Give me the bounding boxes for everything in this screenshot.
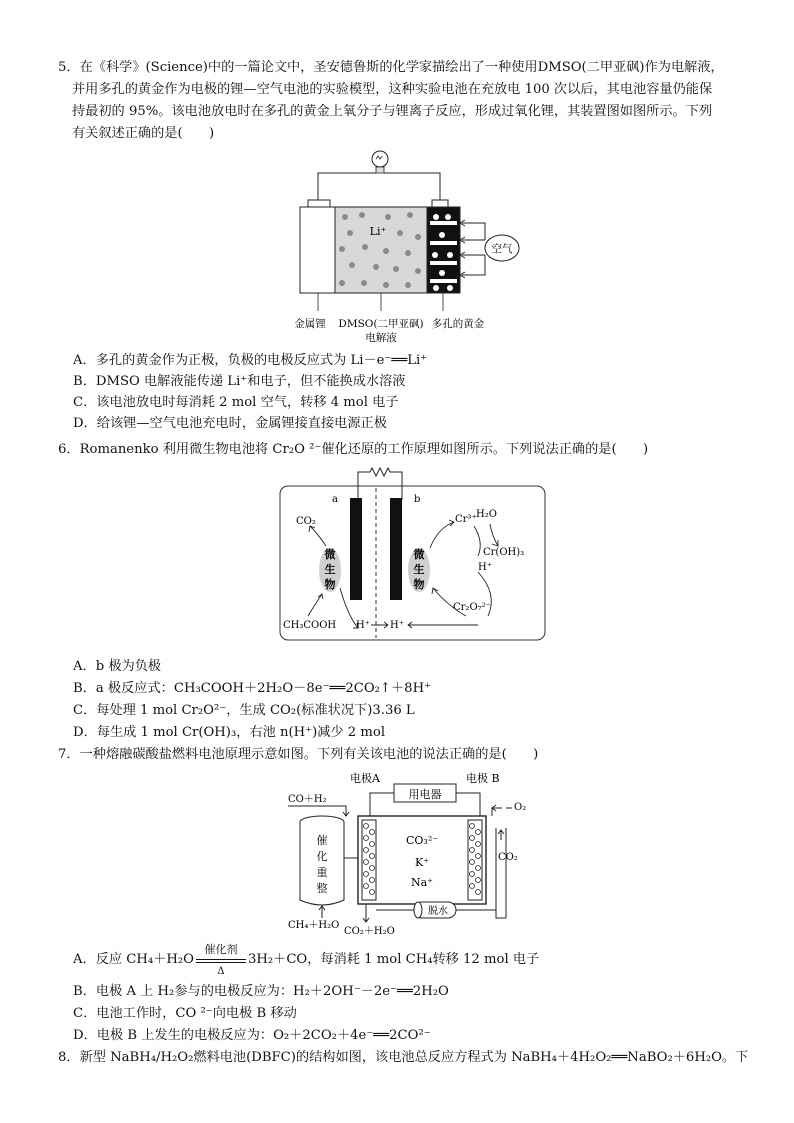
caption-porous-gold: 多孔的黄金 xyxy=(431,318,485,330)
delta-label: Δ xyxy=(217,966,225,977)
reformer-char: 重 xyxy=(316,866,328,879)
dmso-electrolyte xyxy=(335,207,427,293)
cr3-label: Cr³⁺ xyxy=(455,514,477,525)
lightbulb-icon xyxy=(372,151,388,173)
q6-option-a[interactable]: A．b 极为负极 xyxy=(73,659,162,674)
q6-option-d[interactable]: D．每生成 1 mol Cr(OH)₃，右池 n(H⁺)减少 2 mol xyxy=(73,725,386,740)
catalyst-arrow xyxy=(194,943,248,977)
ch3cooh-label: CH₃COOH xyxy=(283,620,337,631)
h-right-label: H⁺ xyxy=(390,620,404,631)
q7-option-d[interactable]: D．电极 B 上发生的电极反应为：O₂＋2CO₂＋4e⁻══2CO²⁻ xyxy=(73,1028,431,1043)
cr2o7-label: Cr₂O₇²⁻ xyxy=(453,602,491,613)
q8-stem: 8．新型 NaBH₄/H₂O₂燃料电池(DBFC)的结构如图，该电池总反应方程式为 NaBH₄＋4H₂O₂══NaBO₂＋6H₂O。下 xyxy=(58,1050,749,1065)
q7-option-c[interactable]: C．电池工作时，CO ²⁻向电极 B 移动 xyxy=(73,1006,297,1021)
q5-option-c[interactable]: C．该电池放电时每消耗 2 mol 空气，转移 4 mol 电子 xyxy=(73,395,399,410)
lithium-metal-block xyxy=(300,207,335,293)
q7-option-a-pre: A．反应 CH₄＋H₂O xyxy=(73,952,194,967)
reformer-char: 整 xyxy=(316,882,328,895)
q6-option-b[interactable]: B．a 极反应式：CH₃COOH＋2H₂O－8e⁻══2CO₂↑＋8H⁺ xyxy=(73,681,432,696)
na-ion-label: Na⁺ xyxy=(411,876,433,889)
co-h2-label: CO＋H₂ xyxy=(288,794,327,805)
co3-ion-label: CO₃²⁻ xyxy=(405,834,439,847)
q5-line1: 5．在《科学》(Science)中的一篇论文中，圣安德鲁斯的化学家描绘出了一种使用DMSO(二甲亚砜)作为电解液， xyxy=(58,60,724,75)
q7-option-a-post: 3H₂＋CO，每消耗 1 mol CH₄转移 12 mol 电子 xyxy=(247,952,540,967)
caption-metal-lithium: 金属锂 xyxy=(294,318,326,330)
q7-option-a[interactable] xyxy=(73,943,753,977)
microbe-right-char: 生 xyxy=(413,563,425,576)
microbe-left-char: 物 xyxy=(324,578,336,591)
q5-line4: 有关叙述正确的是( ) xyxy=(72,126,215,141)
h-left-label: H⁺ xyxy=(356,620,370,631)
q7-option-b[interactable]: B．电极 A 上 H₂参与的电极反应为：H₂＋2OH⁻－2e⁻══2H₂O xyxy=(73,984,449,999)
q7-options xyxy=(73,982,753,1046)
li-ion-label: Li⁺ xyxy=(369,225,387,238)
o2-label: O₂ xyxy=(514,802,527,813)
microbe-left-char: 生 xyxy=(324,563,336,576)
ch4-h2o-label: CH₄＋H₂O xyxy=(288,920,340,931)
electrode-b xyxy=(390,498,402,600)
circuit-wire xyxy=(318,173,440,200)
microbe-left-char: 微 xyxy=(324,548,336,561)
q5-options xyxy=(73,351,753,434)
k-ion-label: K⁺ xyxy=(414,856,430,869)
q7-stem: 7．一种熔融碳酸盐燃料电池原理示意如图。下列有关该电池的说法正确的是( ) xyxy=(58,747,539,762)
electrode-b-label: 电极 B xyxy=(466,772,500,785)
q6-option-c[interactable]: C．每处理 1 mol Cr₂O²⁻，生成 CO₂(标准状况下)3.36 L xyxy=(73,703,415,718)
microbe-right-char: 微 xyxy=(413,548,425,561)
co2-label: CO₂ xyxy=(498,852,518,863)
q6-stem: 6．Romanenko 利用微生物电池将 Cr₂O ²⁻催化还原的工作原理如图所示。下列说法正确的是( ) xyxy=(58,442,649,457)
label-a: a xyxy=(332,494,338,505)
co2-h2o-label: CO₂＋H₂O xyxy=(344,926,395,937)
caption-electrolyte: 电解液 xyxy=(365,332,397,344)
caption-leaders xyxy=(318,293,443,311)
catalyst-label: 催化剂 xyxy=(204,943,238,956)
caption-dmso: DMSO(二甲亚砜) xyxy=(338,318,424,330)
q5-line2: 并用多孔的黄金作为电极的锂—空气电池的实验模型，这种实验电池在充放电 100 次以后，其电池容量仍能保 xyxy=(72,82,713,97)
q6-options xyxy=(73,657,753,743)
question-5-stem xyxy=(58,57,748,145)
q5-line3: 持最初的 95%。该电池放电时在多孔的黄金上氧分子与锂离子反应，形成过氧化锂，其装置图如图所示。下列 xyxy=(72,104,713,119)
microbe-right-char: 物 xyxy=(413,578,425,591)
electrode-a-label: 电极A xyxy=(350,772,380,785)
co2-label: CO₂ xyxy=(296,516,316,527)
reformer-char: 催 xyxy=(316,834,328,847)
q5-battery-figure xyxy=(290,145,530,345)
device-label: 用电器 xyxy=(408,788,442,801)
reformer-char: 化 xyxy=(316,850,328,863)
q5-option-a[interactable]: A．多孔的黄金作为正极，负极的电极反应式为 Li－e⁻══Li⁺ xyxy=(73,353,428,368)
h-plus-label: H⁺ xyxy=(478,562,492,573)
q7-fuel-cell-figure xyxy=(284,768,544,938)
air-label: 空气 xyxy=(491,243,513,255)
electrode-a xyxy=(350,498,362,600)
h2o-label: H₂O xyxy=(476,509,497,520)
q5-option-d[interactable]: D．给该锂—空气电池充电时，金属锂接直接电源正极 xyxy=(73,416,387,431)
dehydrate-label: 脱水 xyxy=(428,906,448,917)
q5-option-b[interactable]: B．DMSO 电解液能传递 Li⁺和电子，但不能换成水溶液 xyxy=(73,374,406,389)
air-arrows xyxy=(460,220,485,278)
label-b: b xyxy=(414,494,421,505)
croh3-label: Cr(OH)₃ xyxy=(483,547,525,558)
q6-microbial-cell-figure xyxy=(278,466,548,644)
